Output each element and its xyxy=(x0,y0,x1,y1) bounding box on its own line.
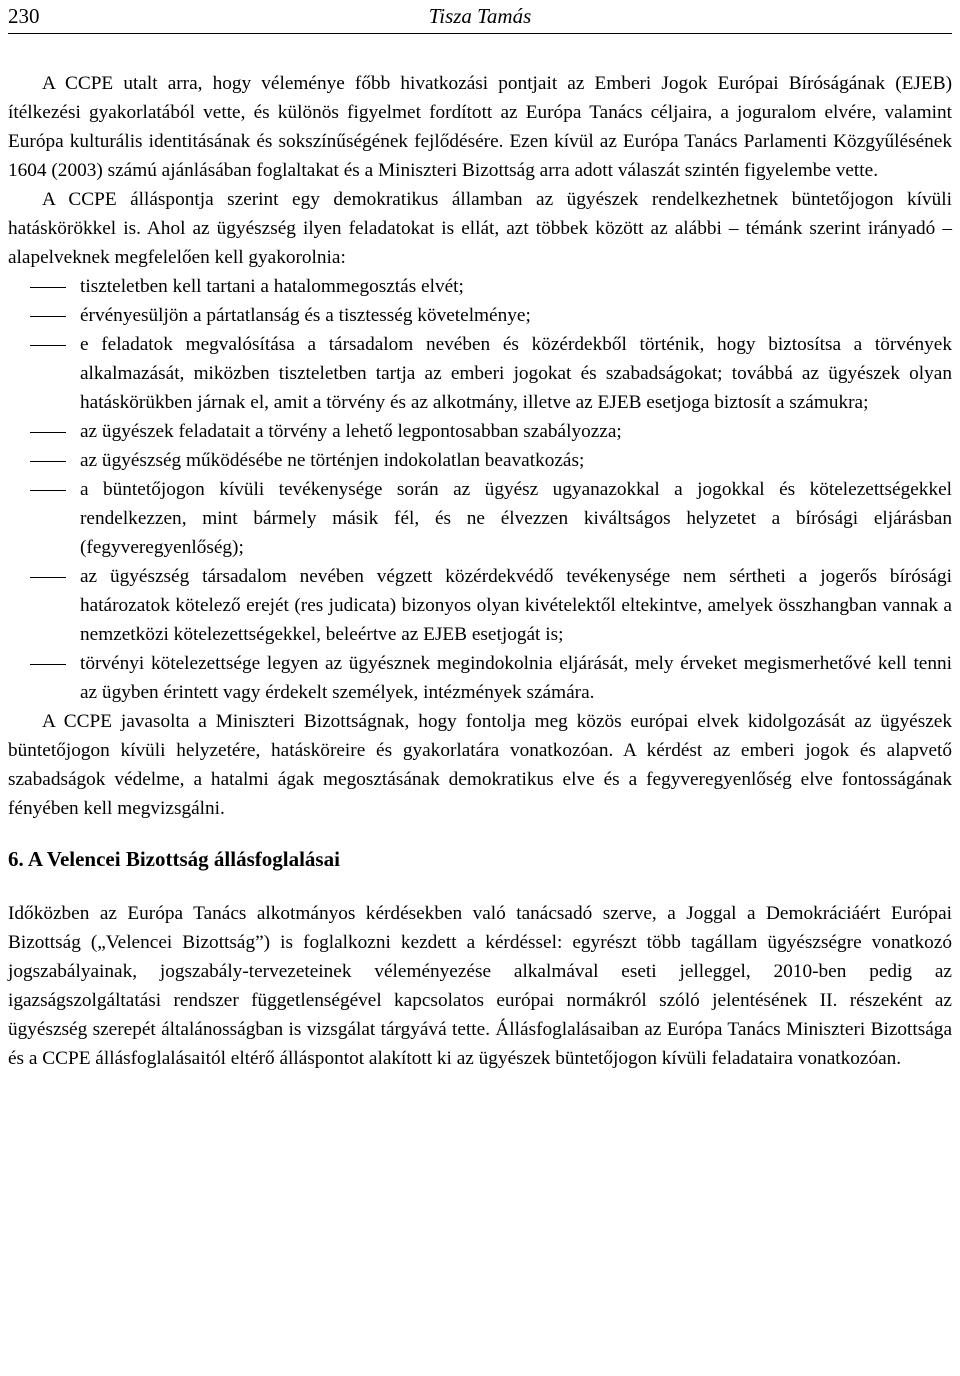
dash-bullet xyxy=(30,287,66,288)
dash-bullet xyxy=(30,316,66,317)
dash-bullet xyxy=(30,432,66,433)
list-item-text: az ügyészség társadalom nevében végzett közérdekvédő tevékenysége nem sértheti a jogerős bírósági határozatok kötelező erejét (res judicata) bizonyos olyan kivételektől eltekintve, amelyek összhangban vannak a nemzetközi kötelezettségekkel, beleértve az EJEB esetjogát is; xyxy=(80,566,952,645)
principles-list xyxy=(8,272,952,707)
list-item xyxy=(8,301,952,330)
header-rule xyxy=(8,33,952,34)
dash-bullet xyxy=(30,664,66,665)
page-number: 230 xyxy=(8,4,40,28)
dash-bullet xyxy=(30,490,66,491)
list-item-text: a büntetőjogon kívüli tevékenysége során az ügyész ugyanazokkal a jogokkal és kötelezettségekkel rendelkezzen, mint bármely másik fél, és ne élvezzen kiváltságos helyzetet a bírósági eljárásban (fegyveregyenlőség); xyxy=(80,479,952,558)
list-item xyxy=(8,417,952,446)
list-item-text: az ügyészség működésébe ne történjen indokolatlan beavatkozás; xyxy=(80,450,585,471)
list-item xyxy=(8,562,952,649)
section-heading: 6. A Velencei Bizottság állásfoglalásai xyxy=(8,847,340,871)
dash-bullet xyxy=(30,577,66,578)
paragraph: A CCPE javasolta a Miniszteri Bizottságnak, hogy fontolja meg közös európai elvek kidolgozását az ügyészek büntetőjogon kívüli helyzetére, hatásköreire és gyakorlatára vonatkozóan. A kérdést az emberi jogok és alapvető szabadságok védelme, a hatalmi ágak megosztásának demokratikus elve és a fegyveregyenlőség elve fontosságának fényében kell megvizsgálni. xyxy=(8,711,952,819)
list-item xyxy=(8,330,952,417)
list-item-text: tiszteletben kell tartani a hatalommegosztás elvét; xyxy=(80,276,464,297)
paragraph: A CCPE utalt arra, hogy véleménye főbb hivatkozási pontjait az Emberi Jogok Európai Bíróságának (EJEB) ítélkezési gyakorlatából vette, és különös figyelmet fordított az Európa Tanács céljaira, a joguralom elvére, valamint Európa kulturális identitásának és sokszínűségének fejlődésére. Ezen kívül az Európa Tanács Parlamenti Közgyűlésének 1604 (2003) számú ajánlásában foglaltakat és a Miniszteri Bizottság arra adott válaszát szintén figyelembe vette. xyxy=(8,73,952,181)
running-header xyxy=(8,0,952,32)
list-item-text: érvényesüljön a pártatlanság és a tisztesség követelménye; xyxy=(80,305,531,326)
dash-bullet xyxy=(30,345,66,346)
paragraph: Időközben az Európa Tanács alkotmányos kérdésekben való tanácsadó szerve, a Joggal a Demokráciáért Európai Bizottság („Velencei Bizottság”) is foglalkozni kezdett a kérdéssel: egyrészt több tagállam ügyészségre vonatkozó jogszabályainak, jogszabály-tervezeteinek véleményezése alkalmával eseti jelleggel, 2010-ben pedig az igazságszolgáltatási rendszer függetlenségével kapcsolatos európai normákról szóló jelentésének II. részeként az ügyészség szerepét általánosságban is vizsgálat tárgyává tette. Állásfoglalásaiban az Európa Tanács Miniszteri Bizottsága és a CCPE állásfoglalásaitól eltérő álláspontot alakított ki az ügyészek büntetőjogon kívüli feladataira vonatkozóan. xyxy=(8,903,952,1069)
paragraph: A CCPE álláspontja szerint egy demokratikus államban az ügyészek rendelkezhetnek büntetőjogon kívüli hatáskörökkel is. Ahol az ügyészség ilyen feladatokat is ellát, azt többek között az alábbi – témánk szerint irányadó – alapelveknek megfelelően kell gyakorolnia: xyxy=(8,189,952,268)
body-text xyxy=(8,69,952,1073)
running-title: Tisza Tamás xyxy=(428,4,532,28)
list-item-text: e feladatok megvalósítása a társadalom nevében és közérdekből történik, hogy biztosítsa a törvények alkalmazását, miközben tiszteletben tartja az emberi jogokat és szabadságokat; továbbá az ügyészek olyan hatáskörükben járnak el, amit a törvény és az alkotmány, illetve az EJEB esetjoga biztosít a számukra; xyxy=(80,334,952,413)
list-item-text: törvényi kötelezettsége legyen az ügyésznek megindokolnia eljárását, mely érveket megismerhetővé kell tenni az ügyben érintett vagy érdekelt személyek, intézmények számára. xyxy=(80,653,952,703)
list-item-text: az ügyészek feladatait a törvény a lehető legpontosabban szabályozza; xyxy=(80,421,622,442)
list-item xyxy=(8,272,952,301)
list-item xyxy=(8,446,952,475)
list-item xyxy=(8,649,952,707)
dash-bullet xyxy=(30,461,66,462)
list-item xyxy=(8,475,952,562)
